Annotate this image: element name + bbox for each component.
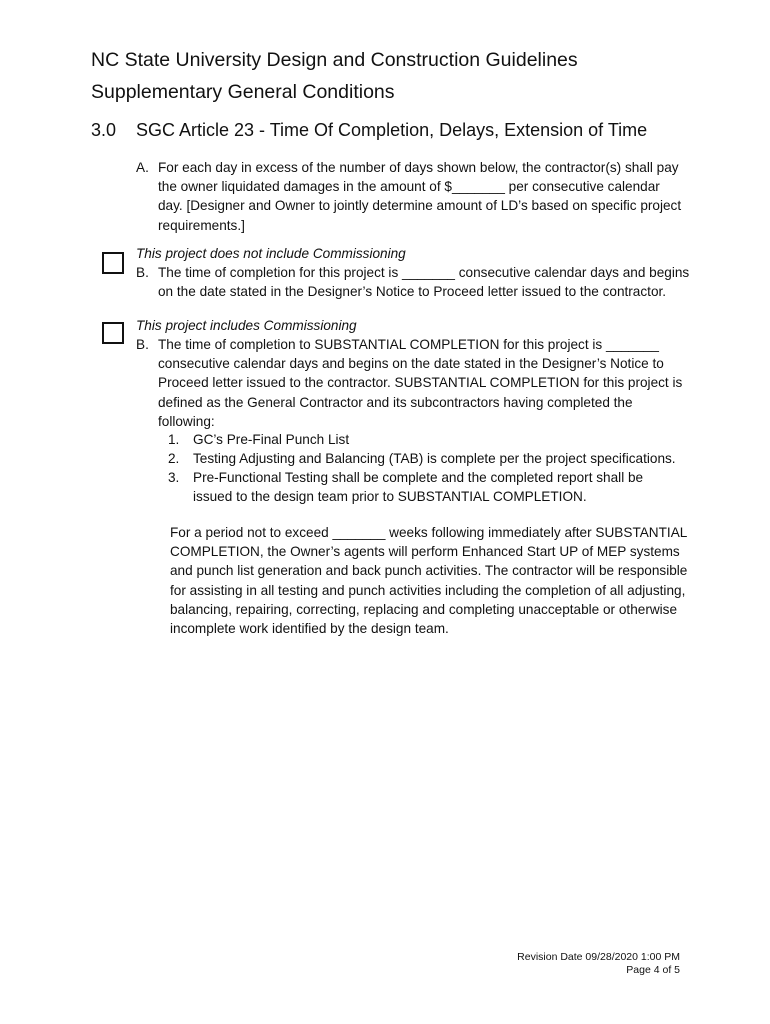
document-subtitle: Supplementary General Conditions xyxy=(91,81,395,103)
no-commissioning-label: This project does not include Commissioning xyxy=(136,246,406,261)
text-line: following: xyxy=(158,413,215,429)
list-item-2-text: Testing Adjusting and Balancing (TAB) is complete per the project specifications. xyxy=(193,451,676,466)
text-line: The time of completion to SUBSTANTIAL COMPLETION for this project is _______ xyxy=(158,337,659,352)
text-line: on the date stated in the Designer’s Notice to Proceed letter issued to the contractor. xyxy=(158,284,667,300)
text-line: issued to the design team prior to SUBSTANTIAL COMPLETION. xyxy=(193,489,587,505)
document-title: NC State University Design and Construction Guidelines xyxy=(91,49,578,71)
list-item-1-text: GC’s Pre-Final Punch List xyxy=(193,432,350,447)
no-commissioning-checkbox[interactable] xyxy=(102,252,124,274)
option2-marker: B. xyxy=(136,337,149,352)
text-line: incomplete work identified by the design team. xyxy=(170,621,449,637)
commissioning-label: This project includes Commissioning xyxy=(136,318,357,333)
item-a-marker: A. xyxy=(136,160,149,175)
list-item-2-number: 2. xyxy=(168,451,180,466)
page-footer xyxy=(517,951,680,977)
section-title: SGC Article 23 - Time Of Completion, Delays, Extension of Time xyxy=(136,120,648,140)
option1-text xyxy=(158,263,689,301)
text-line: balancing, repairing, correcting, replacing and completing unacceptable or otherwise xyxy=(170,601,678,617)
option2-text xyxy=(158,335,682,431)
period-paragraph xyxy=(170,523,687,638)
text-line: The time of completion for this project is _______ consecutive calendar days and begins xyxy=(158,265,690,280)
text-line: and punch list generation and back punch activities. The contractor will be responsible xyxy=(170,563,688,579)
text-line: requirements.] xyxy=(158,217,245,233)
list-item-3-number: 3. xyxy=(168,470,180,485)
text-line: COMPLETION, the Owner’s agents will perform Enhanced Start UP of MEP systems xyxy=(170,544,680,560)
commissioning-checkbox[interactable] xyxy=(102,322,124,344)
list-item-3-text xyxy=(193,468,643,506)
text-line: Proceed letter issued to the contractor. SUBSTANTIAL COMPLETION for this project is xyxy=(158,375,683,391)
text-line: defined as the General Contractor and its subcontractors having completed the xyxy=(158,394,633,410)
text-line: For a period not to exceed _______ weeks following immediately after SUBSTANTIAL xyxy=(170,525,688,540)
option1-marker: B. xyxy=(136,265,149,280)
text-line: For each day in excess of the number of days shown below, the contractor(s) shall pay xyxy=(158,160,679,175)
text-line: consecutive calendar days and begins on the date stated in the Designer’s Notice to xyxy=(158,356,664,372)
section-number: 3.0 xyxy=(91,120,117,140)
revision-date: Revision Date 09/28/2020 1:00 PM xyxy=(517,951,680,963)
text-line: day. [Designer and Owner to jointly determine amount of LD’s based on specific project xyxy=(158,198,682,214)
text-line: the owner liquidated damages in the amount of $_______ per consecutive calendar xyxy=(158,179,660,195)
text-line: Pre-Functional Testing shall be complete and the completed report shall be xyxy=(193,470,644,485)
item-a-text xyxy=(158,158,681,235)
text-line: for assisting in all testing and punch activities including the completion of all adjusting, xyxy=(170,582,686,598)
page-number: Page 4 of 5 xyxy=(626,964,680,976)
list-item-1-number: 1. xyxy=(168,432,180,447)
